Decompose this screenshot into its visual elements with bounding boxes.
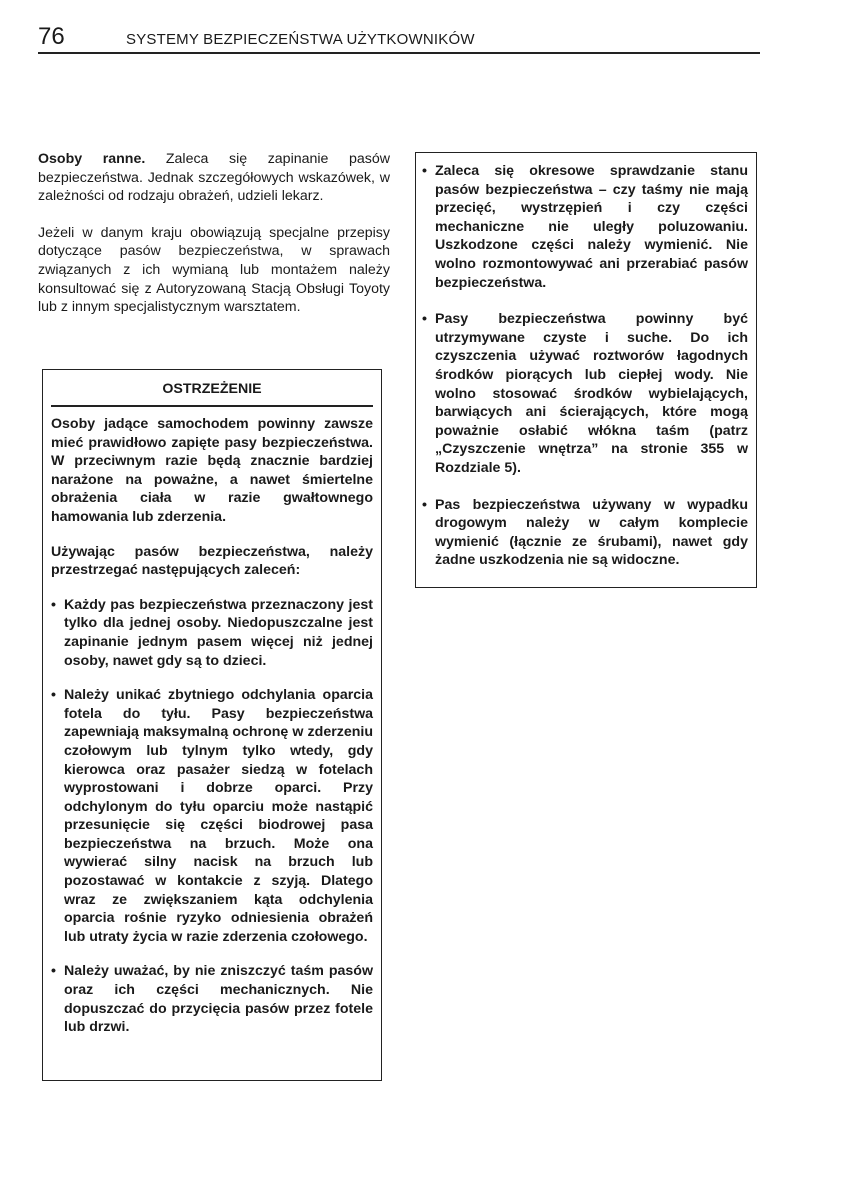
warning-bullet-text: Należy unikać zbytniego odchylania oparcia fotela do tyłu. Pasy bezpieczeństwa zapewniają maksymalną ochronę w zderzeniu czołowym lub tylnym tylko wtedy, gdy kierowca oraz pasażer siedzą w fotelach wyprostowani i dobrze oparci. Przy odchylonym do tyłu oparciu może nastąpić przesunięcie się części biodrowej pasa bezpieczeństwa na brzuch. Może ona wywierać silny nacisk na brzuch lub pozostawać w kontakcie z szyją. Dlatego wraz ze zwiększaniem kąta odchylenia oparcia rośnie ryzyko odniesienia obrażeń lub utraty życia w razie zderzenia czołowego. [64, 687, 373, 945]
bullet-icon: • [422, 311, 427, 328]
warning-bullet [51, 962, 373, 1036]
warning-bullet-text: Należy uważać, by nie zniszczyć taśm pasów oraz ich części mechanicznych. Nie dopuszczać do przycięcia pasów przez fotele lub drzwi. [64, 963, 373, 1036]
bullet-icon: • [422, 496, 427, 513]
warning-text-2: Używając pasów bezpieczeństwa, należy przestrzegać następujących zaleceń: [51, 543, 373, 579]
bullet-icon: • [422, 163, 427, 179]
injured-persons-paragraph [38, 150, 390, 206]
warning-bullet-text: Pasy bezpieczeństwa powinny być utrzymywane czyste i suche. Do ich czyszczenia używać roztworów łagodnych środków piorących lub ciepłej wody. Nie wolno stosować środków wybielających, barwiących ani ścierających, które mogą poważnie osłabić włókna taśm (patrz „Czyszczenie wnętrza” na stronie 355 w Rozdziale 5). [435, 311, 748, 476]
page-number: 76 [38, 23, 65, 50]
regulations-paragraph: Jeżeli w danym kraju obowiązują specjalne przepisy dotyczące pasów bezpieczeństwa, w sprawach związanych z ich wymianą lub montażem należy konsultować się z Autoryzowaną Stacją Obsługi Toyoty lub z innym specjalistycznym warsztatem. [38, 224, 390, 316]
bullet-icon: • [51, 687, 56, 704]
warning-box [42, 369, 382, 1081]
warning-bullet [422, 162, 748, 292]
warning-bullet-text: Każdy pas bezpieczeństwa przeznaczony jest tylko dla jednej osoby. Niedopuszczalne jest zapinanie jednym pasem więcej niż jednej osoby, nawet gdy są to dzieci. [64, 596, 373, 669]
bullet-icon: • [51, 596, 56, 613]
section-title: SYSTEMY BEZPIECZEŃSTWA UŻYTKOWNIKÓW [126, 31, 475, 48]
warning-bullet [51, 686, 373, 946]
warning-text-1: Osoby jadące samochodem powinny zawsze mieć prawidłowo zapięte pasy bezpieczeństwa. W przeciwnym razie będą znacznie bardziej narażone na poważne, a nawet śmiertelne obrażenia ciała w razie gwałtownego hamowania lub zderzenia. [51, 416, 373, 525]
bullet-icon: • [51, 963, 56, 980]
left-column [38, 150, 390, 335]
warning-bullet-text: Zaleca się okresowe sprawdzanie stanu pasów bezpieczeństwa – czy taśmy nie mają przecięć, wystrzępień i czy części mechaniczne nie uległy poluzowaniu. Uszkodzone części należy wymienić. Nie wolno rozmontowywać ani przerabiać pasów bezpieczeństwa. [435, 163, 748, 291]
warning-bullet [51, 596, 373, 670]
injured-persons-text: Zaleca się zapinanie pasów bezpieczeństwa. Jednak szczegółowych wskazówek, w zależności od rodzaju obrażeń, udzieli lekarz. [38, 151, 390, 205]
injured-persons-lead: Osoby ranne. [38, 151, 146, 167]
warning-bullet-text: Pas bezpieczeństwa używany w wypadku drogowym należy w całym komplecie wymienić (łącznie ze śrubami), nawet gdy żadne uszkodzenia nie są widoczne. [435, 496, 748, 569]
warning-bullet [422, 310, 748, 477]
page-header [38, 22, 760, 54]
warning-bullet [422, 496, 748, 570]
warning-title: OSTRZEŻENIE [51, 378, 373, 407]
warning-continuation-box [415, 152, 757, 588]
